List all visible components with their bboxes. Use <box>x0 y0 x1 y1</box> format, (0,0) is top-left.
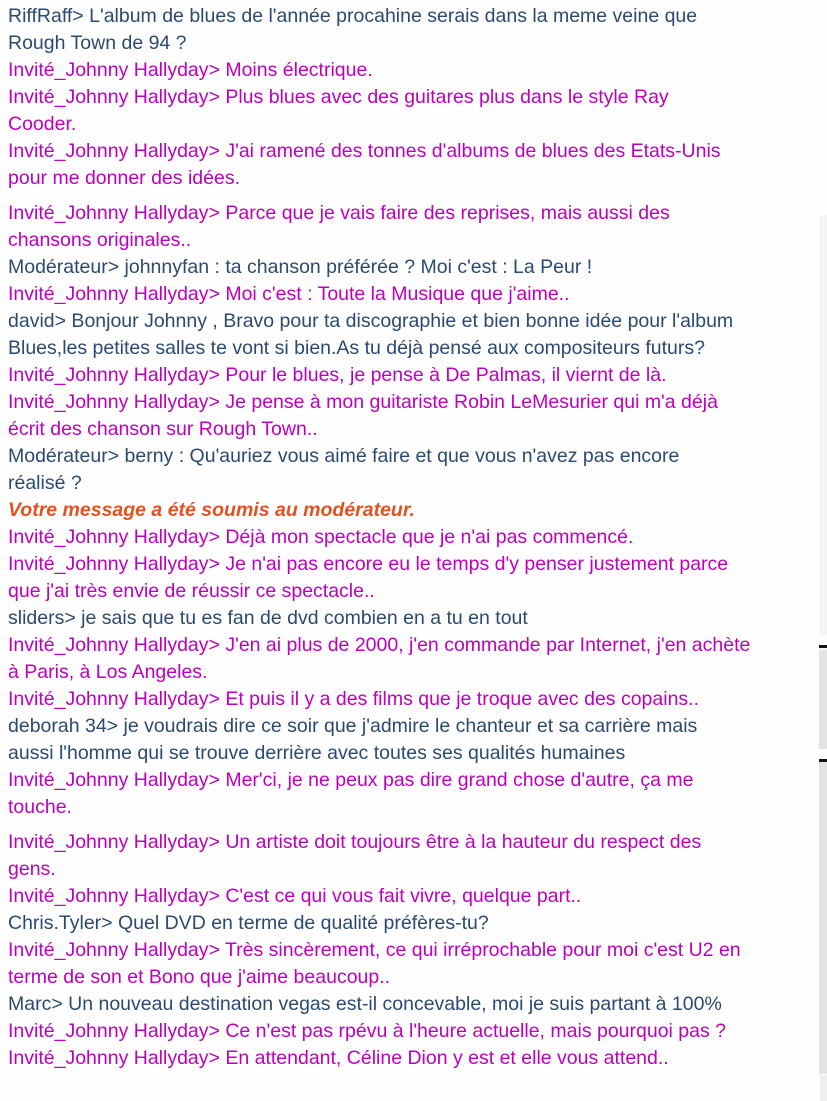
message-text: En attendant, Céline Dion y est et elle vous attend.. <box>219 1047 669 1069</box>
author-name: Modérateur> <box>8 445 120 467</box>
scrollbar-down-button[interactable] <box>819 1074 827 1101</box>
chat-message <box>8 443 827 497</box>
chat-message <box>8 281 827 308</box>
message-text: Quel DVD en terme de qualité préfères-tu? <box>112 912 489 934</box>
message-text: écrit des chanson sur Rough Town.. <box>8 418 318 440</box>
message-text: L'album de blues de l'année procahine serais dans la meme veine que <box>83 5 698 27</box>
author-name: Invité_Johnny Hallyday> <box>8 885 220 907</box>
chat-message <box>8 57 827 84</box>
message-text: Je pense à mon guitariste Robin LeMesurier qui m'a déjà <box>219 391 718 413</box>
author-name: Invité_Johnny Hallyday> <box>8 831 220 853</box>
system-notice-text: Votre message a été soumis au modérateur. <box>8 499 415 521</box>
message-text: J'ai ramené des tonnes d'albums de blues des Etats-Unis <box>219 140 721 162</box>
chat-message <box>8 389 827 443</box>
message-text: Mer'ci, je ne peux pas dire grand chose d'autre, ça me <box>219 769 694 791</box>
author-name: RiffRaff> <box>8 5 84 27</box>
message-text: Pour le blues, je pense à De Palmas, il viernt de là. <box>219 364 667 386</box>
author-name: sliders> <box>8 607 76 629</box>
chat-message <box>8 937 827 991</box>
author-name: Invité_Johnny Hallyday> <box>8 59 220 81</box>
message-text: Cooder. <box>8 113 77 135</box>
message-text: que j'ai très envie de réussir ce spectacle.. <box>8 580 375 602</box>
chat-message <box>8 767 827 821</box>
message-text: berny : Qu'auriez vous aimé faire et que vous n'avez pas encore <box>119 445 680 467</box>
author-name: Invité_Johnny Hallyday> <box>8 769 220 791</box>
message-text: Bonjour Johnny , Bravo pour ta discographie et bien bonne idée pour l'album <box>66 310 734 332</box>
author-name: Invité_Johnny Hallyday> <box>8 1020 220 1042</box>
message-text: pour me donner des idées. <box>8 167 240 189</box>
author-name: deborah 34> <box>8 715 119 737</box>
message-text: johnnyfan : ta chanson préférée ? Moi c'est : La Peur ! <box>119 256 593 278</box>
author-name: david> <box>8 310 67 332</box>
chat-message <box>8 138 827 192</box>
message-text: Ce n'est pas rpévu à l'heure actuelle, mais pourquoi pas ? <box>219 1020 726 1042</box>
author-name: Invité_Johnny Hallyday> <box>8 140 220 162</box>
message-text: je sais que tu es fan de dvd combien en a tu en tout <box>75 607 528 629</box>
chat-message <box>8 883 827 910</box>
chat-message <box>8 713 827 767</box>
message-text: Plus blues avec des guitares plus dans le style Ray <box>219 86 669 108</box>
author-name: Modérateur> <box>8 256 120 278</box>
message-text: terme de son et Bono que j'aime beaucoup.. <box>8 966 391 988</box>
author-name: Invité_Johnny Hallyday> <box>8 688 220 710</box>
message-text: réalisé ? <box>8 472 82 494</box>
chat-message <box>8 632 827 686</box>
author-name: Invité_Johnny Hallyday> <box>8 86 220 108</box>
message-text: aussi l'homme qui se trouve derrière avec toutes ses qualités humaines <box>8 742 626 764</box>
message-text: Très sincèrement, ce qui irréprochable pour moi c'est U2 en <box>219 939 741 961</box>
chat-message <box>8 524 827 551</box>
chat-message <box>8 991 827 1018</box>
author-name: Invité_Johnny Hallyday> <box>8 939 220 961</box>
chat-message <box>8 84 827 138</box>
author-name: Invité_Johnny Hallyday> <box>8 634 220 656</box>
chat-message <box>8 1045 827 1072</box>
message-text: Je n'ai pas encore eu le temps d'y penser justement parce <box>219 553 729 575</box>
chat-message <box>8 1018 827 1045</box>
author-name: Chris.Tyler> <box>8 912 113 934</box>
chat-message <box>8 686 827 713</box>
message-text: je voudrais dire ce soir que j'admire le chanteur et sa carrière mais <box>118 715 698 737</box>
author-name: Invité_Johnny Hallyday> <box>8 391 220 413</box>
message-text: Blues,les petites salles te vont si bien.As tu déjà pensé aux compositeurs futurs? <box>8 337 705 359</box>
message-text: gens. <box>8 858 56 880</box>
chat-message <box>8 605 827 632</box>
message-text: C'est ce qui vous fait vivre, quelque part.. <box>219 885 582 907</box>
message-text: touche. <box>8 796 72 818</box>
chat-message <box>8 3 827 57</box>
message-text: Rough Town de 94 ? <box>8 32 187 54</box>
system-notice <box>8 497 827 524</box>
author-name: Invité_Johnny Hallyday> <box>8 526 220 548</box>
message-text: Un artiste doit toujours être à la hauteur du respect des <box>219 831 702 853</box>
message-text: Parce que je vais faire des reprises, mais aussi des <box>219 202 670 224</box>
message-text: Un nouveau destination vegas est-il concevable, moi je suis partant à 100% <box>62 993 722 1015</box>
author-name: Invité_Johnny Hallyday> <box>8 202 220 224</box>
chat-message <box>8 910 827 937</box>
message-text: Et puis il y a des films que je troque avec des copains.. <box>219 688 700 710</box>
message-text: Moins électrique. <box>219 59 373 81</box>
message-text: Déjà mon spectacle que je n'ai pas commencé. <box>219 526 634 548</box>
author-name: Invité_Johnny Hallyday> <box>8 553 220 575</box>
message-text: à Paris, à Los Angeles. <box>8 661 208 683</box>
author-name: Invité_Johnny Hallyday> <box>8 283 220 305</box>
chat-log <box>8 3 827 1072</box>
chat-message <box>8 551 827 605</box>
author-name: Invité_Johnny Hallyday> <box>8 364 220 386</box>
author-name: Invité_Johnny Hallyday> <box>8 1047 220 1069</box>
chat-message <box>8 254 827 281</box>
chat-message <box>8 308 827 362</box>
chat-message <box>8 362 827 389</box>
chat-message <box>8 829 827 883</box>
author-name: Marc> <box>8 993 63 1015</box>
message-text: chansons originales.. <box>8 229 192 251</box>
message-text: Moi c'est : Toute la Musique que j'aime.. <box>219 283 570 305</box>
chat-message <box>8 200 827 254</box>
message-text: J'en ai plus de 2000, j'en commande par Internet, j'en achète <box>219 634 751 656</box>
